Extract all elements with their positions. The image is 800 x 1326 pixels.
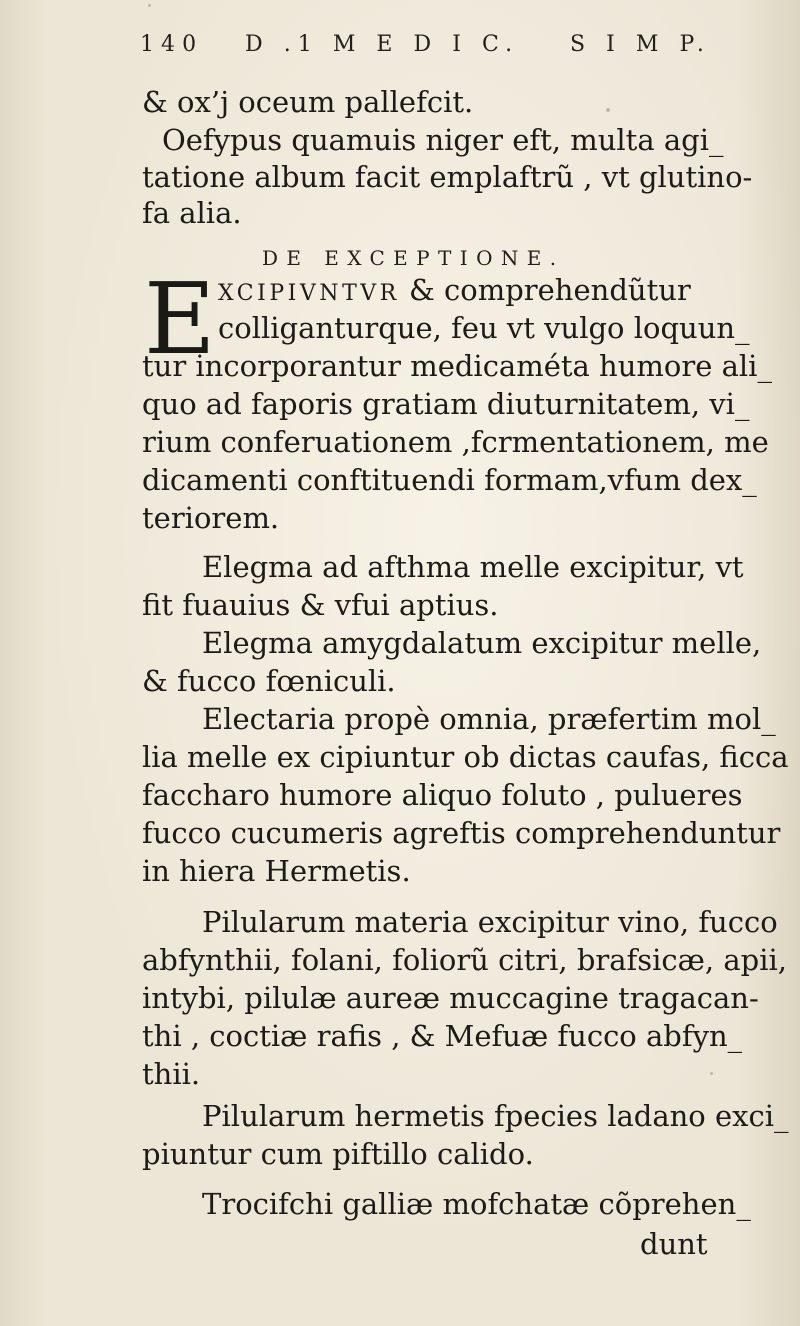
text-line: quo ad faporis gratiam diuturnitatem, vi_ xyxy=(142,387,750,421)
text-line: tur incorporantur medicaméta humore ali_ xyxy=(142,349,772,383)
text-line: Elegma ad afthma melle excipitur, vt xyxy=(202,550,744,584)
text-line: Trocifchi galliæ mofchatæ cõprehen_ xyxy=(202,1187,751,1221)
running-header xyxy=(140,32,711,62)
text-line: in hiera Hermetis. xyxy=(142,854,411,888)
text-line: intybi, pilulæ aureæ muccagine tragacan- xyxy=(142,981,759,1015)
section-title: DE EXCEPTIONE. xyxy=(262,246,565,270)
text-line: Electaria propè omnia, præfertim mol_ xyxy=(202,702,776,736)
text-line: & ox’j oceum pallefcit. xyxy=(142,85,474,119)
text-line: piuntur cum piftillo calido. xyxy=(142,1137,534,1171)
text-line: Pilularum materia excipitur vino, fucco xyxy=(202,905,778,939)
text-line: colliganturque, feu vt vulgo loquun_ xyxy=(218,311,750,345)
ink-spot xyxy=(606,108,610,112)
text-line: faccharo humore aliquo foluto , pulueres xyxy=(142,778,743,812)
text-line: dicamenti conftituendi formam,vfum dex_ xyxy=(142,463,757,497)
text-line: fit fuauius & vfui aptius. xyxy=(142,588,499,622)
text-line: fa alia. xyxy=(142,196,242,230)
catchword: dunt xyxy=(640,1227,708,1261)
text-line: Elegma amygdalatum excipitur melle, xyxy=(202,626,762,660)
drop-cap: E xyxy=(144,263,216,377)
text-line: fucco cucumeris agreftis comprehenduntur xyxy=(142,816,781,850)
running-title: D .1 M E D I C. xyxy=(245,32,520,57)
text-line: lia melle ex cipiuntur ob dictas caufas, ficca xyxy=(142,740,789,774)
text-line: thi , coctiæ rafis , & Mefuæ fucco abfyn_ xyxy=(142,1019,743,1053)
smallcaps-line: XCIPIVNTVR & comprehendũtur xyxy=(218,273,691,307)
running-title-right: S I M P. xyxy=(570,32,711,57)
text-line: Pilularum hermetis fpecies ladano exci_ xyxy=(202,1099,789,1133)
text-line: abfynthii, folani, foliorũ citri, brafsicæ, apii, xyxy=(142,943,787,977)
page-number: 140 xyxy=(140,32,204,57)
text-line: rium conferuationem ,fcrmentationem, me xyxy=(142,425,769,459)
ink-spot xyxy=(148,4,151,7)
text-line: thii. xyxy=(142,1057,201,1091)
text-line: tatione album facit emplaftrũ , vt glutino- xyxy=(142,160,753,194)
ink-spot xyxy=(710,1072,713,1075)
text-line: teriorem. xyxy=(142,501,280,535)
text-line: & fucco fœniculi. xyxy=(142,664,396,698)
text-line: Oefypus quamuis niger eft, multa agi_ xyxy=(162,123,724,157)
